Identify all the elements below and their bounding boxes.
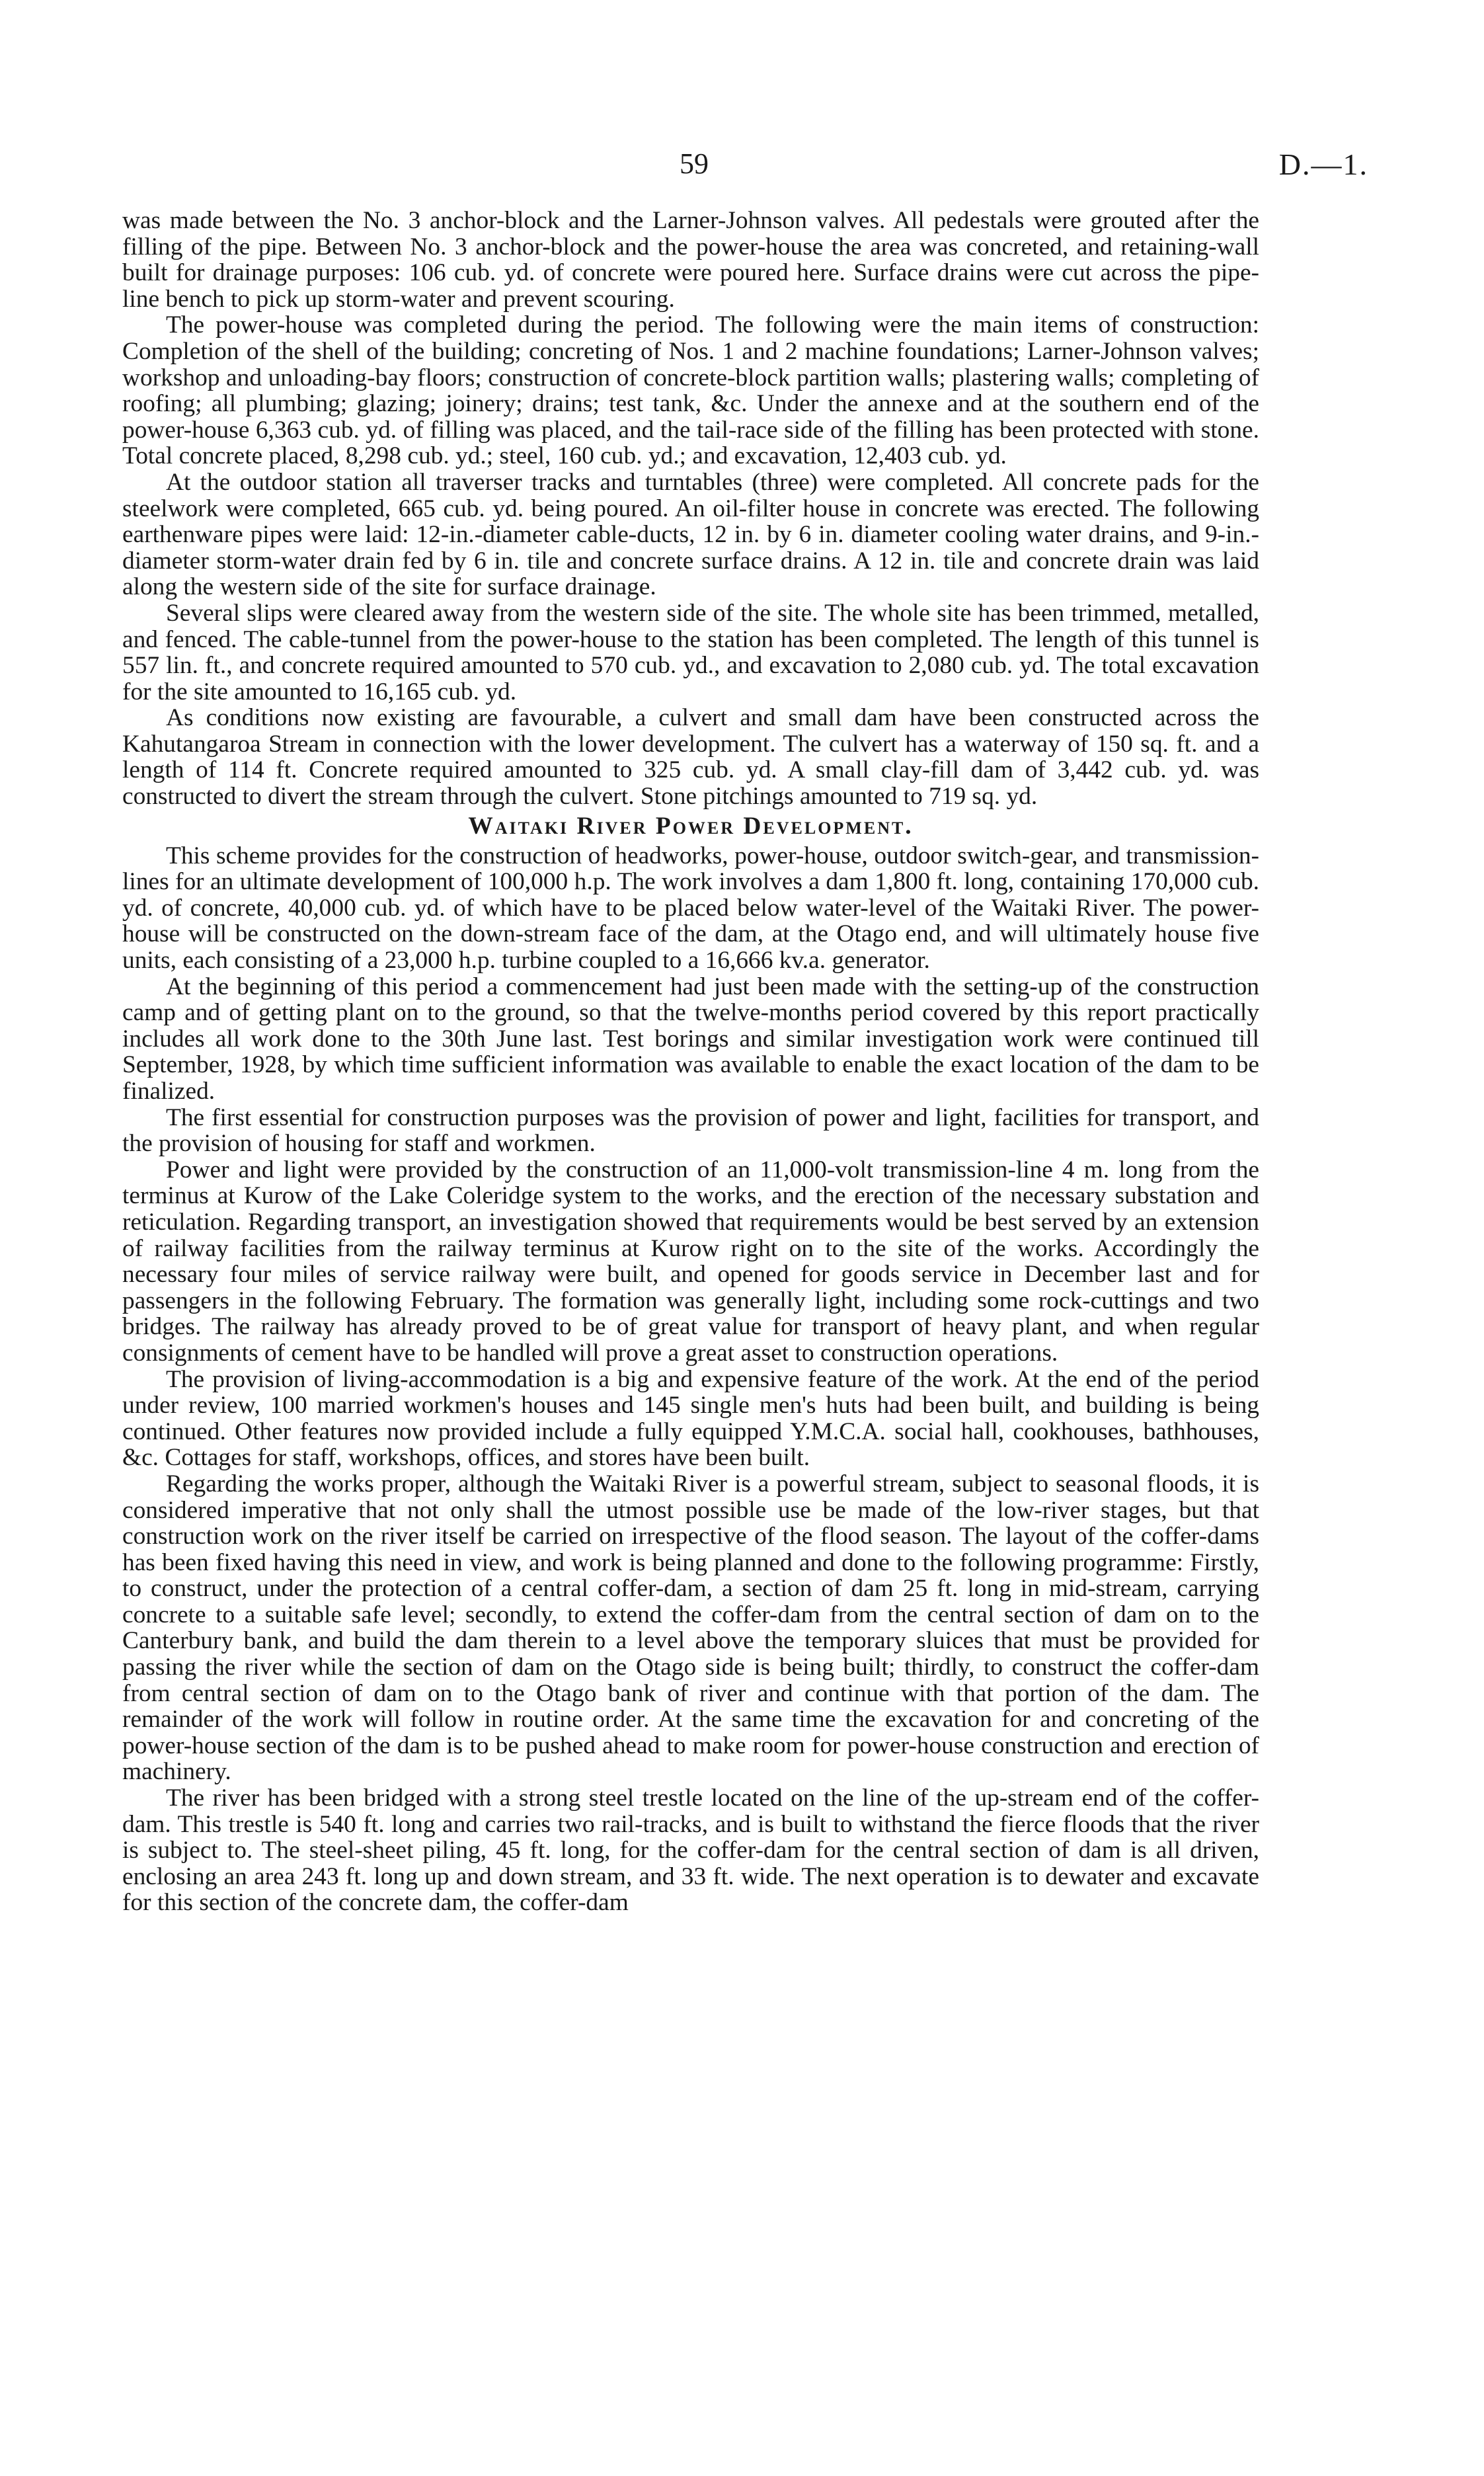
paragraph-period-start: At the beginning of this period a commencement had just been made with the setting-up of the construction camp and of getting plant on to the ground, so that the twelve-months period covered by this report practically includes all work done to the 30th June last. Test borings and similar investigation work were continued till September, 1928, by which time sufficient information was available to enable the exact location of the dam to be finalized. (122, 973, 1259, 1105)
paragraph-river-trestle: The river has been bridged with a strong steel trestle located on the line of the up-stream end of the coffer-dam. This trestle is 540 ft. long and carries two rail-tracks, and is built to withstand the fierce floods that the river is subject to. The steel-sheet piling, 45 ft. long, for the coffer-dam for the central section of dam is all driven, enclosing an area 243 ft. long up and down stream, and 33 ft. wide. The next operation is to dewater and excavate for this section of the concrete dam, the coffer-dam (122, 1784, 1259, 1917)
paragraph-first-essential: The first essential for construction purposes was the provision of power and light, facilities for transport, and the provision of housing for staff and workmen. (122, 1103, 1259, 1158)
section-heading: Waitaki River Power Development. (468, 812, 914, 840)
paragraph-power-light-transport: Power and light were provided by the construction of an 11,000-volt transmission-line 4 m. long from the terminus at Kurow of the Lake Coleridge system to the works, and the erection of the necessary substation and reticulation. Regarding transport, an investigation showed that requirements would be best served by an extension of railway facilities from the railway terminus at Kurow right on to the site of the works. Accordingly the necessary four miles of service railway were built, and opened for goods service in December last and for passengers in the following February. The formation was generally light, including some rock-cuttings and two bridges. The railway has already proved to be of great value for transport of heavy plant, and when regular consignments of cement have to be handled will prove a great asset to construction operations. (122, 1156, 1259, 1367)
paragraph-site-clearing: Several slips were cleared away from the western side of the site. The whole site has been trimmed, metalled, and fenced. The cable-tunnel from the power-house to the station has been completed. The length of this tunnel is 557 lin. ft., and concrete required amounted to 570 cub. yd., and excavation to 2,080 cub. yd. The total excavation for the site amounted to 16,165 cub. yd. (122, 599, 1259, 705)
page-number: 59 (680, 147, 709, 180)
document-reference: D.—1. (1278, 147, 1368, 181)
body-text (122, 208, 1259, 1916)
paragraph-culvert-dam: As conditions now existing are favourable, a culvert and small dam have been constructed across the Kahutangaroa Stream in connection with the lower development. The culvert has a waterway of 150 sq. ft. and a length of 114 ft. Concrete required amounted to 325 cub. yd. A small clay-fill dam of 3,442 cub. yd. was constructed to divert the stream through the culvert. Stone pitchings amounted to 719 sq. yd. (122, 704, 1259, 811)
paragraph-works-programme: Regarding the works proper, although the Waitaki River is a powerful stream, subject to seasonal floods, it is considered imperative that not only shall the utmost possible use be made of the low-river stages, but that construction work on the river itself be carried on irrespective of the flood season. The layout of the coffer-dams has been fixed having this need in view, and work is being planned and done to the following programme: Firstly, to construct, under the protection of a central coffer-dam, a section of dam 25 ft. long in mid-stream, carrying concrete to a suitable safe level; secondly, to extend the coffer-dam from the central section of dam on to the Canterbury bank, and build the dam therein to a level above the temporary sluices that must be provided for passing the river while the section of dam on the Otago side is being built; thirdly, to construct the coffer-dam from central section of dam on to the Otago bank of river and continue with that portion of the dam. The remainder of the work will follow in routine order. At the same time the excavation for and concreting of the power-house section of the dam is to be pushed ahead to make room for power-house construction and erection of machinery. (122, 1470, 1259, 1786)
paragraph-living-accommodation: The provision of living-accommodation is a big and expensive feature of the work. At the end of the period under review, 100 married workmen's houses and 145 single men's huts had been built, and building is being continued. Other features now provided include a fully equipped Y.M.C.A. social hall, cookhouses, bathhouses, &c. Cottages for staff, workshops, offices, and stores have been built. (122, 1365, 1259, 1472)
paragraph-continued: was made between the No. 3 anchor-block and the Larner-Johnson valves. All pedestals were grouted after the filling of the pipe. Between No. 3 anchor-block and the power-house the area was concreted, and retaining-wall built for drainage purposes: 106 cub. yd. of concrete were poured here. Surface drains were cut across the pipe-line bench to pick up storm-water and prevent scouring. (122, 207, 1259, 313)
paragraph-power-house: The power-house was completed during the period. The following were the main items of construction: Completion of the shell of the building; concreting of Nos. 1 and 2 machine foundations; Larner-Johnson valves; workshop and unloading-bay floors; construction of concrete-block partition walls; plastering walls; completing of roofing; all plumbing; glazing; joinery; drains; test tank, &c. Under the annexe and at the southern end of the power-house 6,363 cub. yd. of filling was placed, and the tail-race side of the filling has been protected with stone. Total concrete placed, 8,298 cub. yd.; steel, 160 cub. yd.; and excavation, 12,403 cub. yd. (122, 311, 1259, 470)
paragraph-scheme: This scheme provides for the construction of headworks, power-house, outdoor switch-gear, and transmission-lines for an ultimate development of 100,000 h.p. The work involves a dam 1,800 ft. long, containing 170,000 cub. yd. of concrete, 40,000 cub. yd. of which have to be placed below water-level of the Waitaki River. The power-house will be constructed on the down-stream face of the dam, at the Otago end, and will ultimately house five units, each consisting of a 23,000 h.p. turbine coupled to a 16,666 kv.a. generator. (122, 842, 1259, 975)
paragraph-outdoor-station: At the outdoor station all traverser tracks and turntables (three) were completed. All concrete pads for the steelwork were completed, 665 cub. yd. being poured. An oil-filter house in concrete was erected. The following earthenware pipes were laid: 12-in.-diameter cable-ducts, 12 in. by 6 in. diameter cooling water drains, and 9-in.-diameter storm-water drain fed by 6 in. tile and concrete surface drains. A 12 in. tile and concrete drain was laid along the western side of the site for surface drainage. (122, 468, 1259, 601)
